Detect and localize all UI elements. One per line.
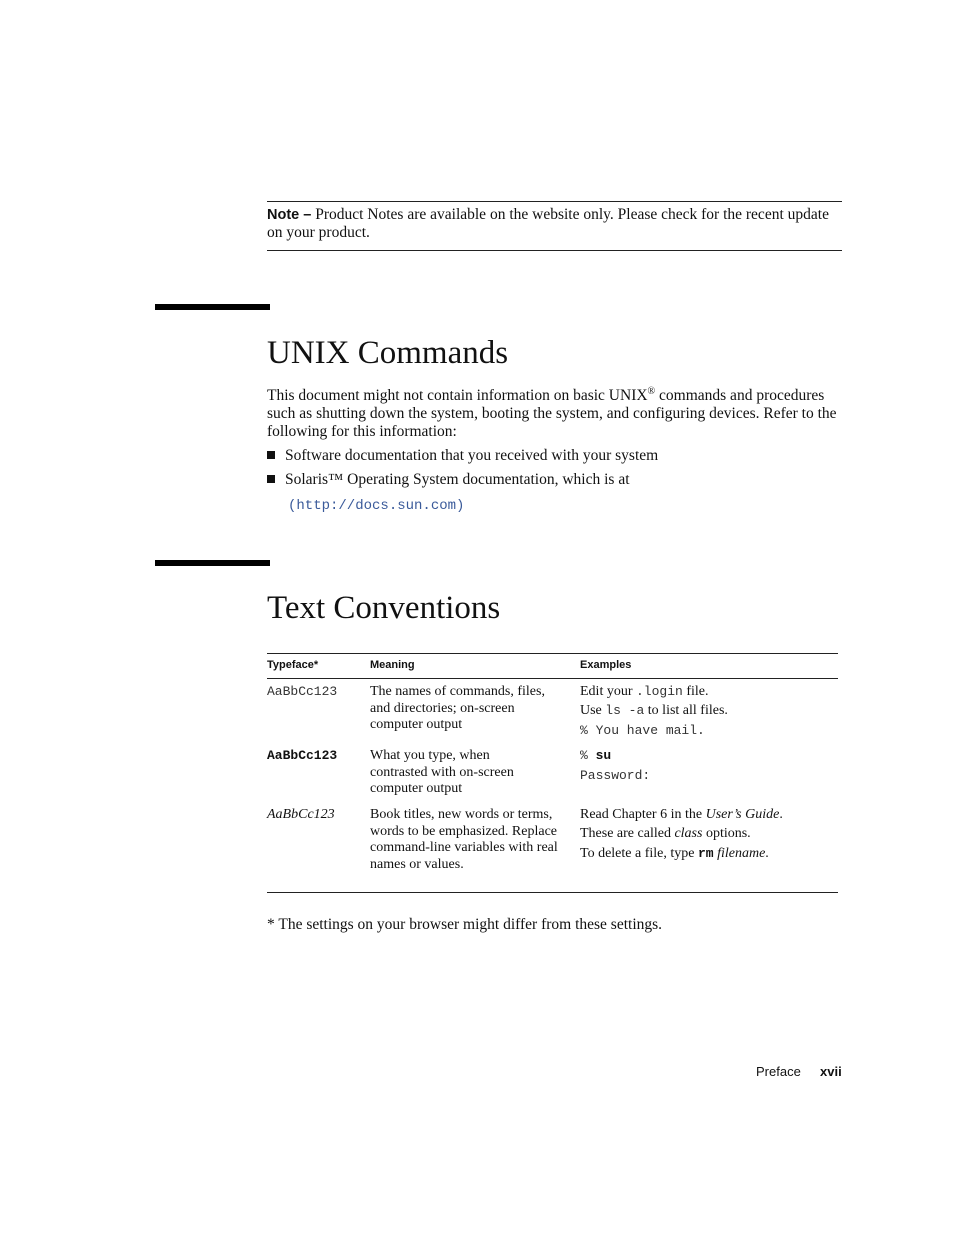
example-line (580, 748, 611, 764)
unix-intro-text-2: commands and procedures such as shutting down the system, booting the system, and configuring devices. Refer to the following for this information: (267, 387, 837, 440)
table-header-rule (267, 678, 838, 679)
section-bar-unix (155, 304, 270, 310)
example-code: .login (636, 684, 683, 699)
section-bar-text-conventions (155, 560, 270, 566)
bullet-square-icon (267, 475, 275, 483)
example-line (580, 684, 708, 700)
example-prompt: % (580, 748, 596, 763)
example-text: . (779, 807, 783, 822)
example-text: Use (580, 703, 606, 718)
example-line (580, 703, 728, 719)
example-text: options. (702, 826, 751, 841)
example-code: % You have mail. (580, 723, 705, 738)
example-command: su (595, 748, 612, 763)
registered-mark: ® (647, 386, 656, 397)
table-cell-meaning: Book titles, new words or terms, words to be emphasized. Replace command-line variables with real names or values. (370, 807, 558, 872)
note-text: Product Notes are available on the website only. Please check for the recent update on your product. (267, 206, 829, 241)
bullet-item-software-docs (267, 447, 658, 465)
column-header-examples: Examples (580, 659, 632, 671)
example-text: To delete a file, type (580, 846, 698, 861)
table-cell-meaning: The names of commands, files, and directories; on-screen computer output (370, 684, 545, 732)
example-line (580, 826, 751, 842)
table-cell-typeface-bold: AaBbCc123 (267, 748, 338, 763)
example-emphasis: User’s Guide (705, 807, 780, 822)
example-emphasis: class (674, 826, 703, 841)
bullet-item-solaris-docs (267, 471, 630, 489)
bullet-text: Software documentation that you received with your system (285, 447, 659, 464)
column-header-typeface: Typeface* (267, 659, 319, 671)
unix-intro-text-1: This document might not contain information on basic UNIX (267, 387, 648, 404)
heading-unix-commands: UNIX Commands (267, 335, 509, 371)
bullet-square-icon (267, 451, 275, 459)
docs-sun-link[interactable]: (http://docs.sun.com) (288, 498, 465, 514)
unix-intro-paragraph (267, 387, 842, 441)
table-bottom-rule (267, 892, 838, 893)
table-footnote: * The settings on your browser might differ from these settings. (267, 916, 663, 933)
heading-text-conventions: Text Conventions (267, 590, 501, 626)
example-text: file. (682, 684, 709, 699)
table-cell-typeface-italic: AaBbCc123 (267, 807, 335, 822)
example-command: rm (697, 846, 714, 861)
example-text: Read Chapter 6 in the (580, 807, 706, 822)
table-top-rule (267, 653, 838, 654)
footer-page-number: xvii (820, 1064, 842, 1079)
note-bottom-rule (267, 250, 842, 251)
example-line (580, 768, 650, 784)
table-cell-typeface: AaBbCc123 (267, 684, 338, 699)
note-top-rule (267, 201, 842, 202)
example-text: These are called (580, 826, 675, 841)
example-text: to list all files. (644, 703, 728, 718)
bullet-text: Solaris™ Operating System documentation, which is at (285, 471, 630, 488)
example-line (580, 846, 769, 862)
table-cell-meaning: What you type, when contrasted with on-screen computer output (370, 748, 514, 796)
example-code: ls -a (605, 703, 645, 718)
example-emphasis: filename (713, 846, 766, 861)
note-box (267, 206, 842, 242)
example-line (580, 723, 705, 739)
example-text: . (765, 846, 769, 861)
example-text: Edit your (580, 684, 636, 699)
column-header-meaning: Meaning (370, 659, 415, 671)
note-label: Note – (267, 207, 312, 223)
example-line (580, 807, 783, 823)
footer-section-name: Preface (756, 1064, 801, 1079)
example-code: Password: (580, 768, 651, 783)
